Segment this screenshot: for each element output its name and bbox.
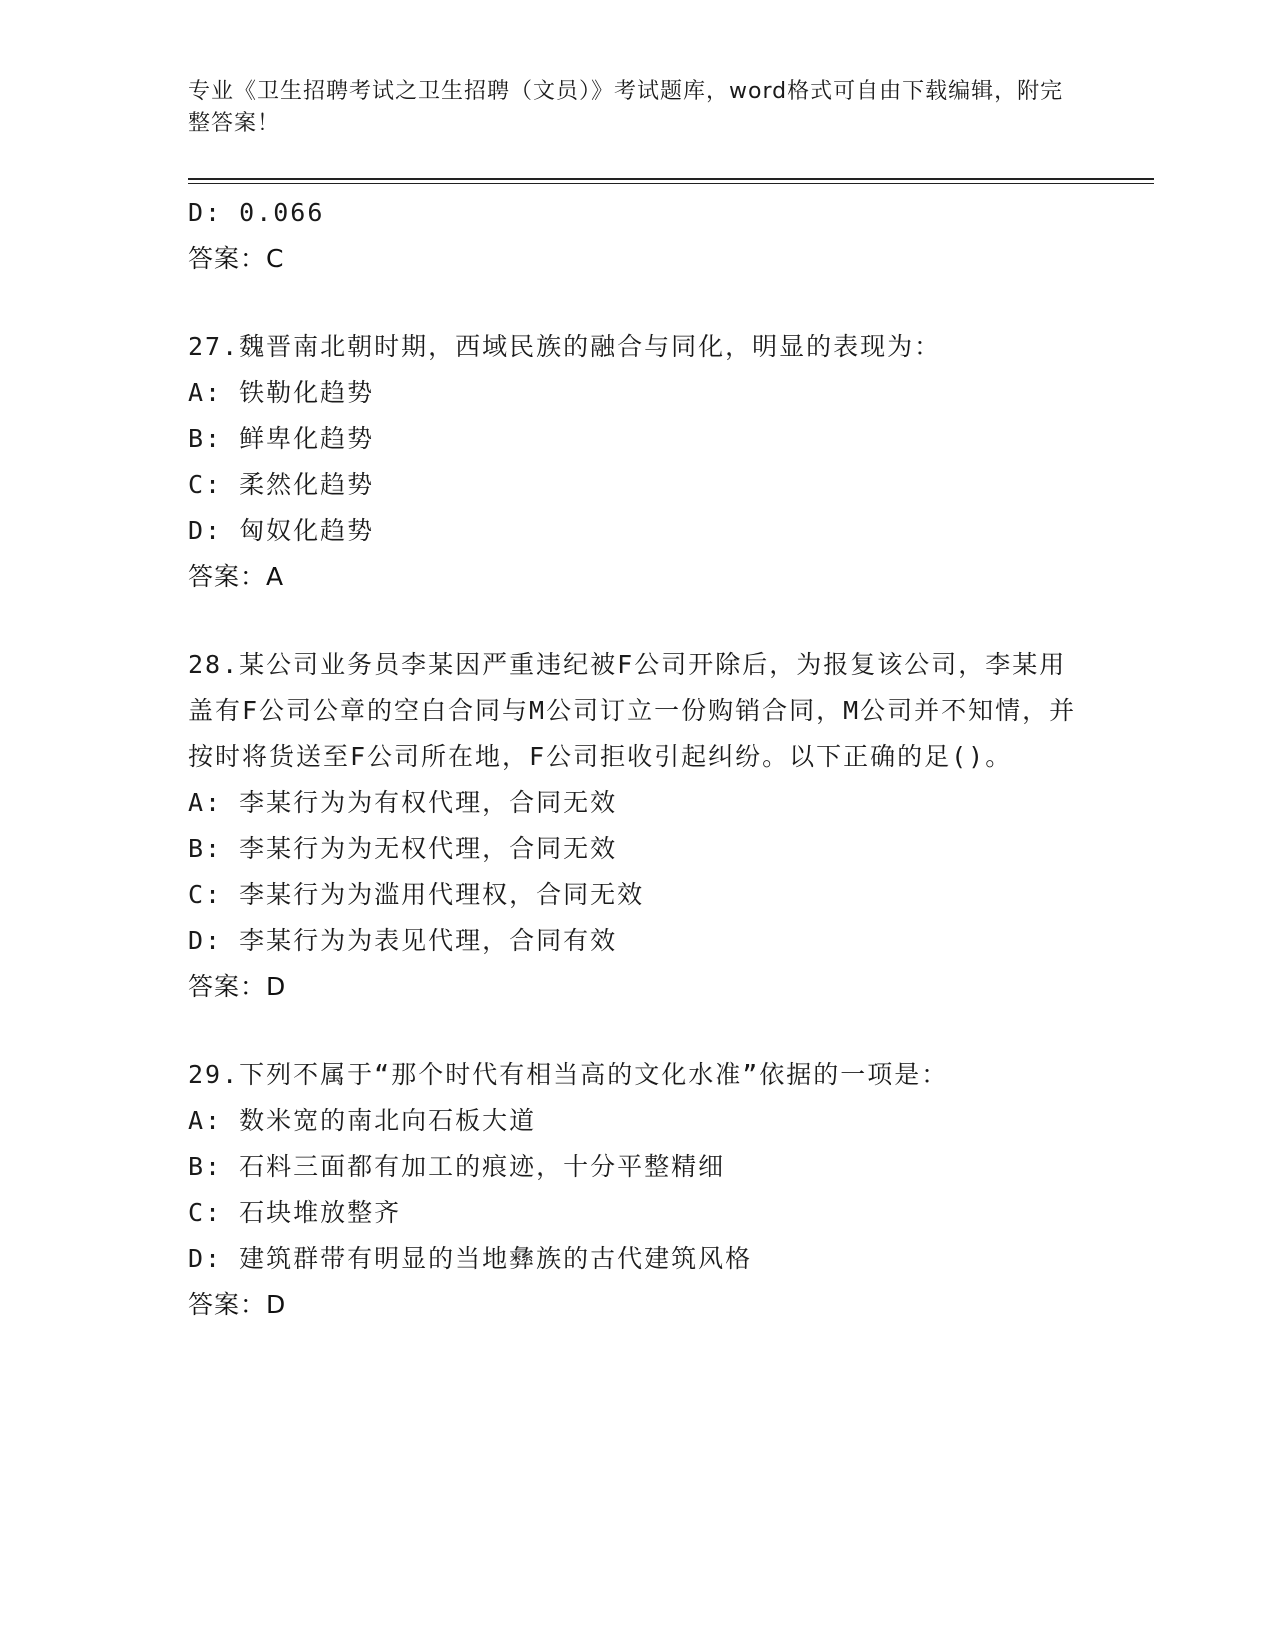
header-divider-thin [188,183,1154,184]
option-a: A: 数米宽的南北向石板大道 [188,1106,537,1135]
page-header-text: 专业《卫生招聘考试之卫生招聘（文员）》考试题库，word格式可自由下载编辑，附完整答案！ [188,79,1064,136]
option-d: D: 匈奴化趋势 [188,516,375,545]
answer-line: 答案：D [188,972,287,1001]
answer-line: 答案：C [188,244,285,273]
option-a: A: 铁勒化趋势 [188,378,375,407]
option-c: C: 石块堆放整齐 [188,1198,402,1227]
option-d: D: 0.066 [188,198,325,227]
option-a: A: 李某行为为有权代理，合同无效 [188,788,618,817]
option-c: C: 李某行为为滥用代理权，合同无效 [188,880,645,909]
spacer [188,1010,1088,1052]
question-stem: 27.魏晋南北朝时期，西域民族的融合与同化，明显的表现为： [188,332,942,361]
option-b: B: 鲜卑化趋势 [188,424,375,453]
spacer [188,282,1088,324]
answer-line: 答案：D [188,1290,287,1319]
question-content [188,190,1088,1328]
question-stem: 28.某公司业务员李某因严重违纪被F公司开除后，为报复该公司，李某用盖有F公司公章的空白合同与M公司订立一份购销合同，M公司并不知情，并按时将货送至F公司所在地，F公司拒收引起纠纷。以下正确的足()。 [188,650,1077,771]
header-divider-thick [188,178,1154,180]
question-block [188,642,1088,1010]
option-d: D: 建筑群带有明显的当地彝族的古代建筑风格 [188,1244,753,1273]
question-block [188,1052,1088,1328]
option-c: C: 柔然化趋势 [188,470,375,499]
option-b: B: 李某行为为无权代理，合同无效 [188,834,618,863]
answer-line: 答案：A [188,562,285,591]
spacer [188,600,1088,642]
option-d: D: 李某行为为表见代理，合同有效 [188,926,618,955]
question-block [188,324,1088,600]
option-b: B: 石料三面都有加工的痕迹，十分平整精细 [188,1152,726,1181]
question-stem: 29.下列不属于“那个时代有相当高的文化水准”依据的一项是： [188,1060,949,1089]
